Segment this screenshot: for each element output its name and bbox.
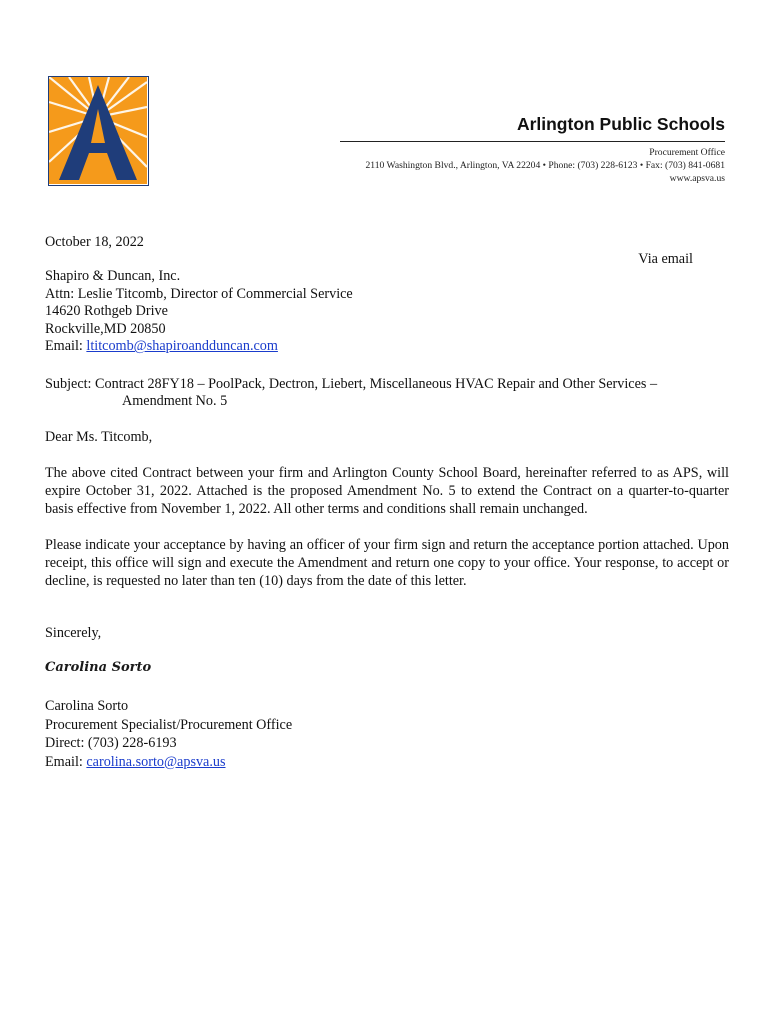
salutation: Dear Ms. Titcomb,: [45, 429, 153, 445]
signature: Carolina Sorto: [45, 660, 152, 675]
org-address: 2110 Washington Blvd., Arlington, VA 22204 • Phone: (703) 228-6123 • Fax: (703) 841-0681: [365, 160, 725, 171]
recipient-street: 14620 Rothgeb Drive: [45, 303, 168, 320]
sender-title: Procurement Specialist/Procurement Office: [45, 716, 293, 733]
sender-block: [45, 697, 292, 771]
letter-date: October 18, 2022: [45, 234, 144, 250]
recipient-city: Rockville,MD 20850: [45, 320, 166, 337]
subject-line-2: Amendment No. 5: [122, 393, 228, 409]
header-divider: [340, 141, 725, 142]
subject-line-1: Subject: Contract 28FY18 – PoolPack, Dectron, Liebert, Miscellaneous HVAC Repair and Other Services –: [45, 376, 658, 392]
subject: [45, 376, 735, 410]
org-contact-block: [366, 146, 726, 185]
body-paragraph-1: The above cited Contract between your firm and Arlington County School Board, hereinafter referred to as APS, will expire October 31, 2022. Attached is the proposed Amendment No. 5 to extend the Contract on a quarter-to-quarter basis effective from November 1, 2022. All other terms and conditions shall remain unchanged.: [45, 465, 729, 517]
closing: Sincerely,: [45, 625, 102, 641]
recipient-email-line: [45, 338, 353, 356]
recipient-email-label: Email:: [45, 338, 87, 355]
recipient-attn: Attn: Leslie Titcomb, Director of Commercial Service: [45, 285, 353, 302]
sender-email-line: [45, 753, 292, 772]
aps-logo: [48, 76, 149, 186]
sender-email-label: Email:: [45, 753, 87, 770]
recipient-address: [45, 268, 353, 356]
org-website: www.apsva.us: [669, 173, 725, 184]
recipient-company: Shapiro & Duncan, Inc.: [45, 268, 181, 284]
office-name: Procurement Office: [649, 147, 725, 158]
org-name: Arlington Public Schools: [516, 114, 725, 134]
sender-phone: Direct: (703) 228-6193: [45, 735, 177, 752]
recipient-email-link[interactable]: ltitcomb@shapiroandduncan.com: [86, 338, 278, 355]
delivery-method: Via email: [638, 251, 693, 267]
sender-name: Carolina Sorto: [45, 698, 129, 714]
sender-email-link[interactable]: carolina.sorto@apsva.us: [86, 753, 226, 770]
body-paragraph-2: Please indicate your acceptance by having an officer of your firm sign and return the acceptance portion attached. Upon receipt, this office will sign and execute the Amendment and return one copy to your office. Your response, to accept or decline, is requested no later than ten (10) days from the date of this letter.: [45, 537, 729, 589]
